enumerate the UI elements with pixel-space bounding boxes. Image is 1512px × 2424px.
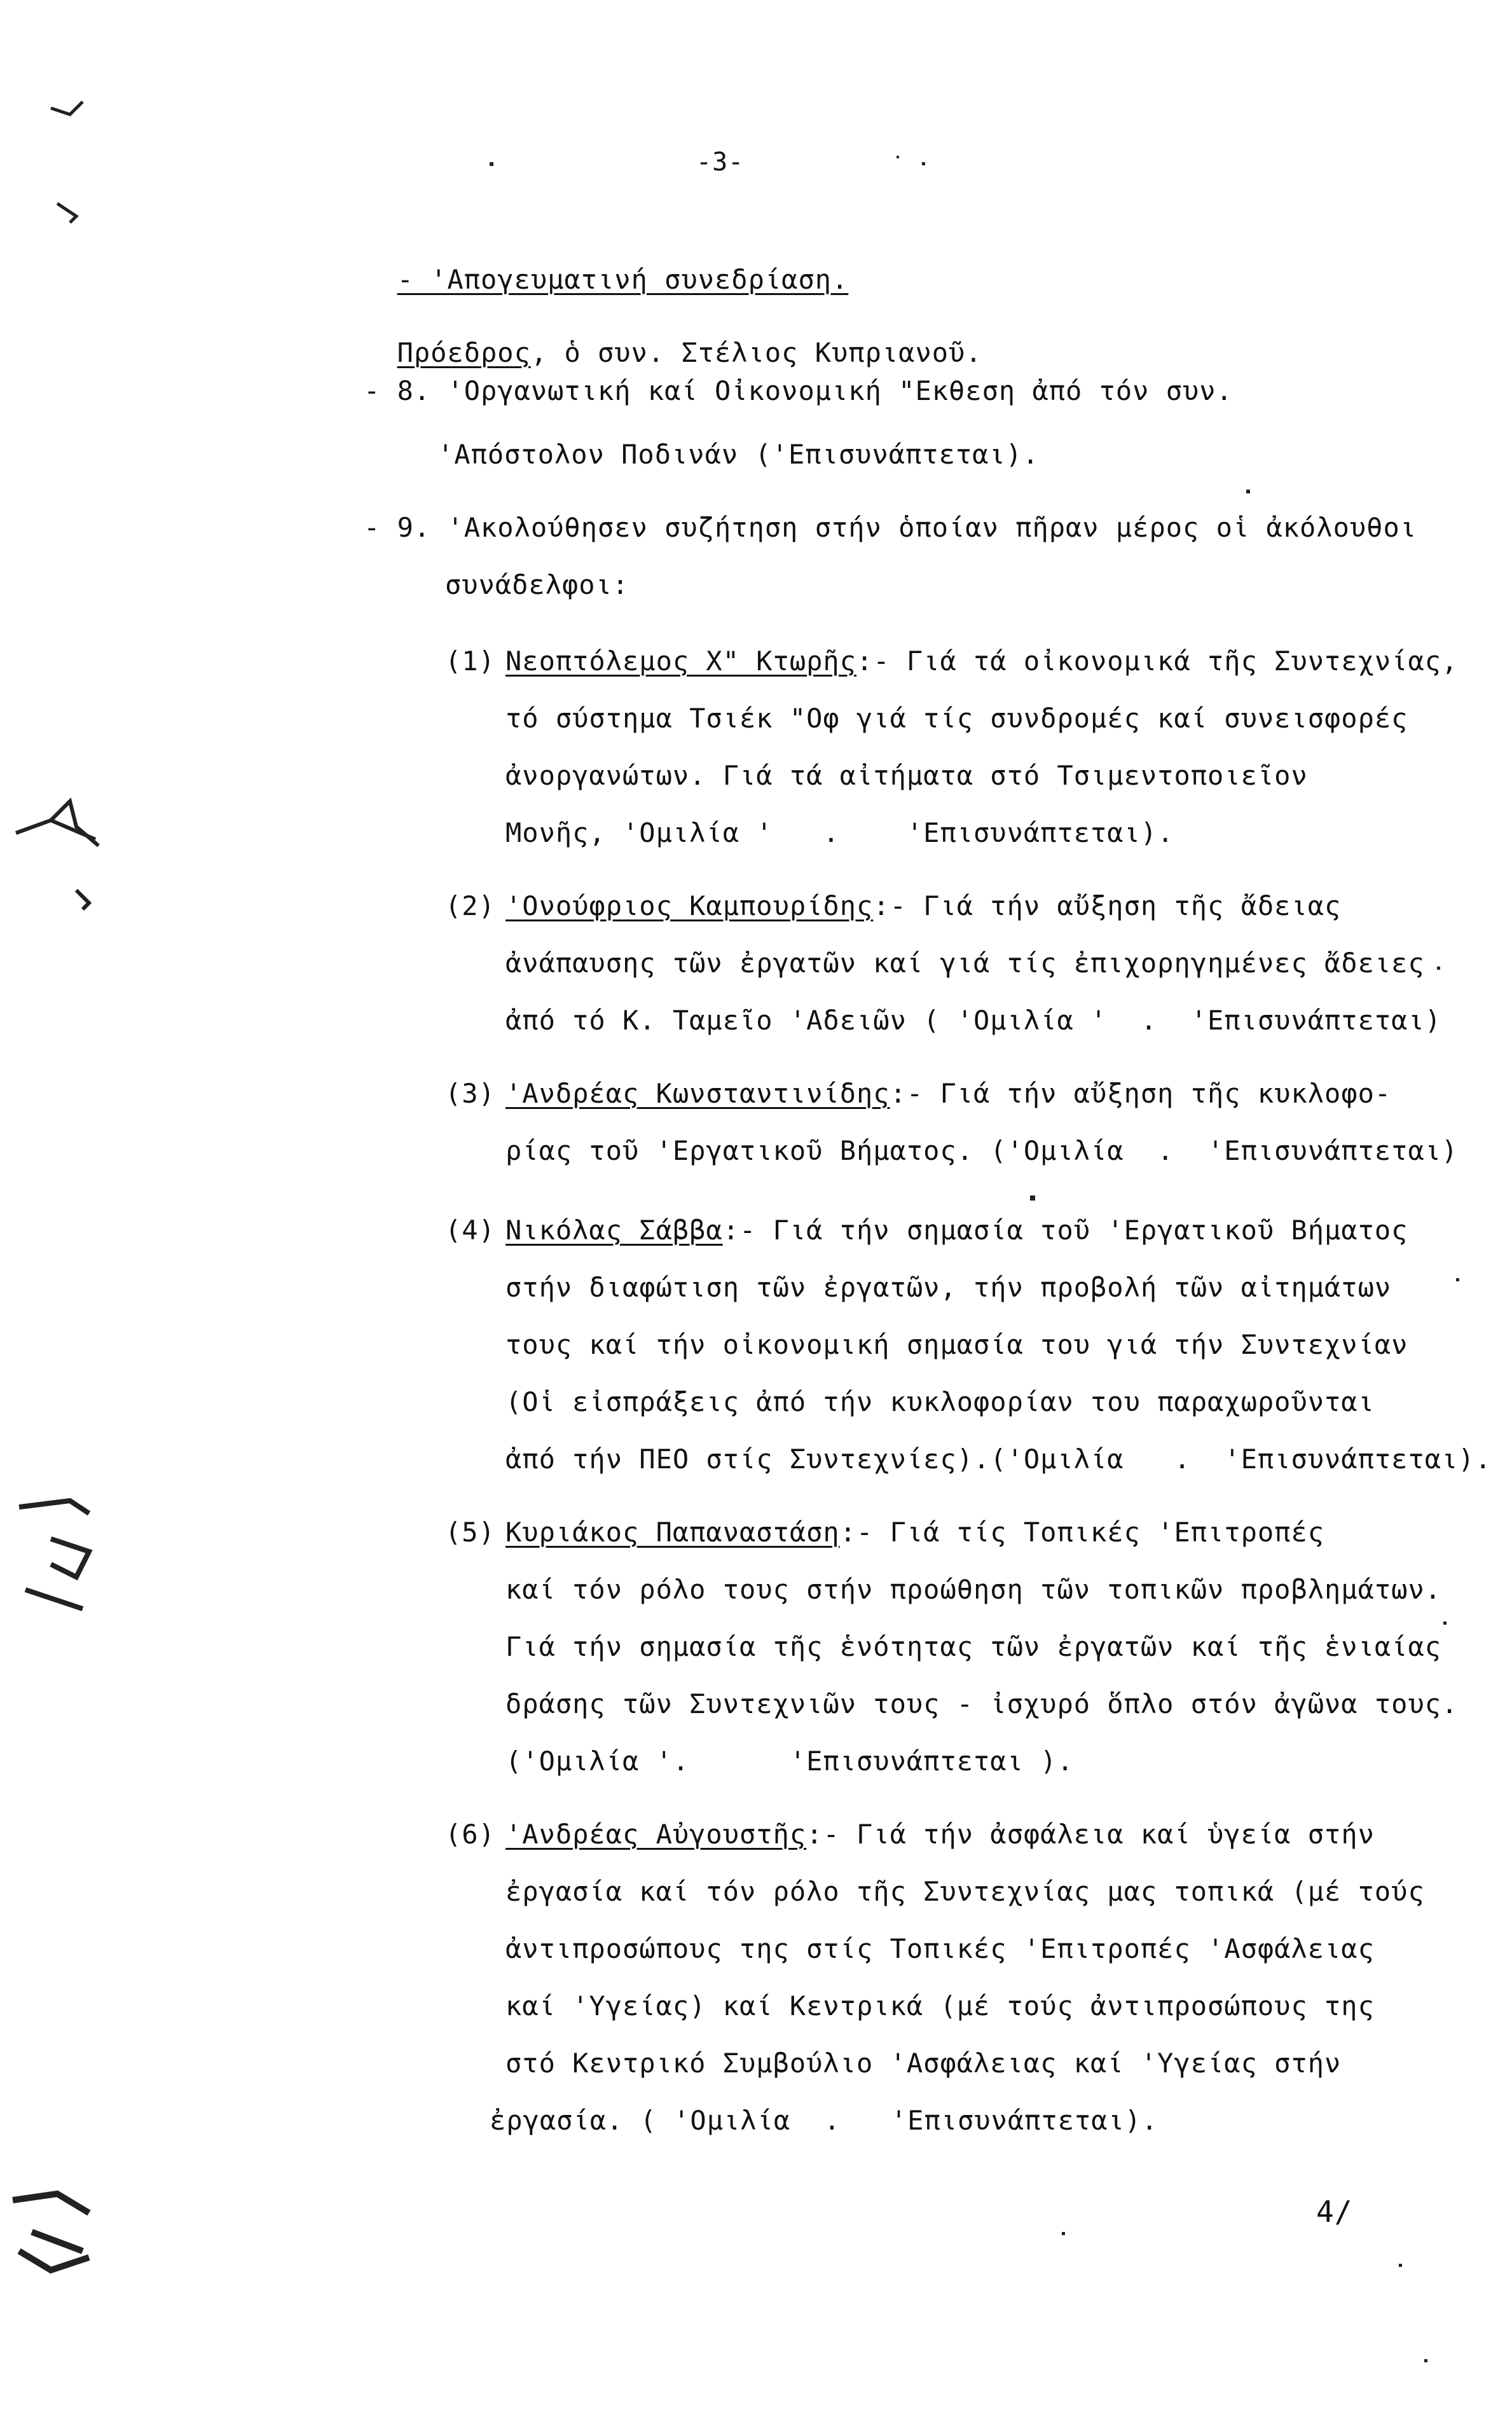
speaker-line-text: Γιά τήν σημασία τῆς ἑνότητας τῶν ἐργατῶν καί τῆς ἑνιαίας xyxy=(505,1631,1442,1662)
speck xyxy=(490,162,493,166)
speaker-first-line xyxy=(505,1075,1391,1113)
speaker-number: (6) xyxy=(445,1819,495,1850)
speaker-name: Κυριάκος Παπαναστάση xyxy=(505,1517,840,1548)
speaker-line-text: ἐργασία. ( 'Ομιλία . 'Επισυνάπτεται). xyxy=(490,2105,1158,2136)
speck xyxy=(1399,2264,1402,2267)
session-title xyxy=(364,223,848,299)
margin-mark-top xyxy=(45,89,95,140)
speaker-number: (2) xyxy=(445,890,495,921)
margin-mark-lower xyxy=(13,1488,102,1615)
margin-mark-bottom xyxy=(6,2162,102,2289)
speaker-name: Νικόλας Σάββα xyxy=(505,1215,723,1246)
speaker-number: (1) xyxy=(445,645,495,677)
speaker-name: 'Ανδρέας Κωνσταντινίδης xyxy=(505,1078,890,1109)
margin-mark-middle xyxy=(13,788,102,858)
speaker-first-line xyxy=(505,1211,1408,1250)
margin-mark-upper xyxy=(51,191,89,229)
speck xyxy=(1062,2232,1065,2235)
speaker-line-text: τό σύστημα Τσιέκ "Οφ γιά τίς συνδρομές καί συνεισφορές xyxy=(505,703,1408,734)
speaker-line-text: ἀνάπαυσης τῶν ἐργατῶν καί γιά τίς ἐπιχορηγημένες ἄδειες xyxy=(505,947,1425,979)
speaker-number: (5) xyxy=(445,1517,495,1548)
speck xyxy=(1437,967,1440,970)
speck xyxy=(1443,1622,1447,1625)
speaker-line-text: δράσης τῶν Συντεχνιῶν τους - ἰσχυρό ὅπλο στόν ἀγῶνα τους. xyxy=(505,1688,1459,1719)
speaker-line-text: :- Γιά τήν σημασία τοῦ 'Εργατικοῦ Βήματος xyxy=(722,1215,1408,1246)
speaker-name: 'Ονούφριος Καμπουρίδης xyxy=(505,890,874,921)
speaker-line-text: :- Γιά τήν ἀσφάλεια καί ὑγεία στήν xyxy=(806,1819,1375,1850)
speaker-line-text: :- Γιά τά οἰκονομικά τῆς Συντεχνίας, xyxy=(856,645,1459,677)
speck xyxy=(1424,2359,1427,2362)
speck xyxy=(922,162,925,165)
speaker-name: 'Ανδρέας Αὐγουστῆς xyxy=(505,1819,807,1850)
speaker-line-text: στήν διαφώτιση τῶν ἐργατῶν, τήν προβολή τῶν αἰτημάτων xyxy=(505,1272,1392,1303)
speaker-line-text: Μονῆς, 'Ομιλία ' . 'Επισυνάπτεται). xyxy=(505,817,1174,848)
margin-mark-mid2 xyxy=(70,884,102,916)
next-page-marker: 4/ xyxy=(1316,2194,1353,2229)
speaker-line-text: ἐργασία καί τόν ρόλο τῆς Συντεχνίας μας τοπικά (μέ τούς xyxy=(505,1876,1425,1907)
speck xyxy=(1030,1195,1035,1201)
session-title-text: - 'Απογευματινή συνεδρίαση. xyxy=(397,264,849,295)
speaker-line-text: τους καί τήν οἰκονομική σημασία του γιά τήν Συντεχνίαν xyxy=(505,1329,1408,1360)
speaker-line-text: καί 'Υγείας) καί Κεντρικά (μέ τούς ἀντιπροσώπους της xyxy=(505,1990,1375,2021)
speaker-number: (4) xyxy=(445,1215,495,1246)
speaker-first-line xyxy=(505,1815,1375,1854)
speaker-first-line xyxy=(505,642,1458,680)
chair-line xyxy=(364,296,982,372)
speck xyxy=(1246,490,1250,493)
speaker-line-text: ἀπό τό Κ. Ταμεῖο 'Αδειῶν ( 'Ομιλία ' . 'Επισυνάπτεται) xyxy=(505,1005,1442,1036)
item8-line1: - 8. 'Οργανωτική καί Οἰκονομική "Εκθεση ἀπό τόν συν. xyxy=(364,375,1233,406)
speaker-number: (3) xyxy=(445,1078,495,1109)
item9-line1: - 9. 'Ακολούθησεν συζήτηση στήν ὁποίαν πῆραν μέρος οἱ ἀκόλουθοι xyxy=(364,512,1417,543)
speck xyxy=(1456,1278,1459,1281)
speaker-line-text: ἀνοργανώτων. Γιά τά αἰτήματα στό Τσιμεντοποιεῖον xyxy=(505,760,1308,791)
speaker-line-text: ἀντιπροσώπους της στίς Τοπικές 'Επιτροπές 'Ασφάλειας xyxy=(505,1933,1375,1964)
speaker-name: Νεοπτόλεμος Χ" Κτωρῆς xyxy=(505,645,857,677)
speaker-line-text: :- Γιά τίς Τοπικές 'Επιτροπές xyxy=(839,1517,1325,1548)
speaker-line-text: :- Γιά τήν αὔξηση τῆς ἄδειας xyxy=(873,890,1342,921)
speaker-line-text: ἀπό τήν ΠΕΟ στίς Συντεχνίες).('Ομιλία . 'Επισυνάπτεται). xyxy=(505,1443,1492,1475)
item8-line2: 'Απόστολον Ποδινάν ('Επισυνάπτεται). xyxy=(437,439,1040,470)
speaker-line-text: ('Ομιλία '. 'Επισυνάπτεται ). xyxy=(505,1746,1074,1777)
speaker-first-line xyxy=(505,887,1341,925)
speaker-line-text: (Οἱ εἰσπράξεις ἀπό τήν κυκλοφορίαν του παραχωροῦνται xyxy=(505,1386,1375,1417)
item9-line2: συνάδελφοι: xyxy=(445,569,629,600)
speaker-line-text: καί τόν ρόλο τους στήν προώθηση τῶν τοπικῶν προβλημάτων. xyxy=(505,1574,1442,1605)
speaker-line-text: :- Γιά τήν αὔξηση τῆς κυκλοφο- xyxy=(890,1078,1392,1109)
chair-label: Πρόεδρος xyxy=(397,337,531,368)
speck xyxy=(897,156,899,158)
chair-name: , ὁ συν. Στέλιος Κυπριανοῦ. xyxy=(530,337,982,368)
speaker-line-text: ρίας τοῦ 'Εργατικοῦ Βήματος. ('Ομιλία . 'Επισυνάπτεται) xyxy=(505,1135,1459,1166)
speaker-first-line xyxy=(505,1513,1324,1552)
speaker-line-text: στό Κεντρικό Συμβούλιο 'Ασφάλειας καί 'Υγείας στήν xyxy=(505,2048,1342,2079)
page-number: -3- xyxy=(696,148,745,177)
